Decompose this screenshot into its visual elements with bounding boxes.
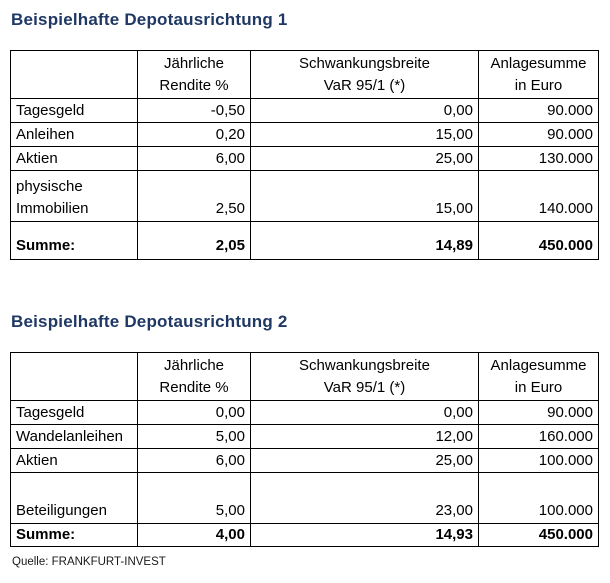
header-schwankung-line1: Schwankungsbreite [299, 54, 430, 72]
header-empty-cell [11, 353, 138, 401]
row-label: Tagesgeld [11, 401, 138, 425]
row-schwankung: 12,00 [251, 425, 479, 449]
row-rendite: 2,50 [138, 171, 251, 222]
header-rendite [138, 353, 251, 401]
row-anlage: 90.000 [479, 123, 599, 147]
table-row [11, 401, 599, 425]
header-anlage-line1: Anlagesumme [490, 54, 587, 72]
header-schwankung [251, 51, 479, 99]
row-anlage: 90.000 [479, 401, 599, 425]
header-rendite-line2: Rendite % [159, 378, 229, 396]
total-schwankung: 14,93 [251, 524, 479, 547]
total-label: Summe: [11, 524, 138, 547]
row-label: physische Immobilien [11, 171, 138, 222]
table-row [11, 449, 599, 473]
row-anlage: 140.000 [479, 171, 599, 222]
header-rendite [138, 51, 251, 99]
header-schwankung-line2: VaR 95/1 (*) [323, 76, 406, 94]
row-label: Aktien [11, 147, 138, 171]
source-caption: Quelle: FRANKFURT-INVEST [12, 556, 166, 568]
row-rendite: 0,20 [138, 123, 251, 147]
table-total-row [11, 524, 599, 547]
header-rendite-line2: Rendite % [159, 76, 229, 94]
row-label: Beteiligungen [11, 473, 138, 524]
header-anlage [479, 51, 599, 99]
table-row [11, 123, 599, 147]
total-rendite: 2,05 [138, 222, 251, 260]
row-rendite: 6,00 [138, 449, 251, 473]
row-schwankung: 25,00 [251, 449, 479, 473]
depot-table-2 [10, 352, 599, 547]
header-anlage-line2: in Euro [514, 76, 563, 94]
header-rendite-line1: Jährliche [163, 356, 225, 374]
header-schwankung [251, 353, 479, 401]
table-header-row [11, 51, 599, 99]
header-empty-cell [11, 51, 138, 99]
row-label: Wandelanleihen [11, 425, 138, 449]
row-label: Tagesgeld [11, 99, 138, 123]
row-rendite: 5,00 [138, 425, 251, 449]
total-anlage: 450.000 [479, 524, 599, 547]
row-schwankung: 25,00 [251, 147, 479, 171]
table-row [11, 425, 599, 449]
header-schwankung-line1: Schwankungsbreite [299, 356, 430, 374]
row-label: Aktien [11, 449, 138, 473]
total-label: Summe: [11, 222, 138, 260]
table-row [11, 147, 599, 171]
row-label: Anleihen [11, 123, 138, 147]
section-title-1: Beispielhafte Depotausrichtung 1 [11, 10, 288, 29]
table-row [11, 99, 599, 123]
row-anlage: 130.000 [479, 147, 599, 171]
row-rendite: 0,00 [138, 401, 251, 425]
table-total-row [11, 222, 599, 260]
header-anlage-line1: Anlagesumme [490, 356, 587, 374]
row-schwankung: 0,00 [251, 99, 479, 123]
table-header-row [11, 353, 599, 401]
row-anlage: 100.000 [479, 473, 599, 524]
row-rendite: -0,50 [138, 99, 251, 123]
total-rendite: 4,00 [138, 524, 251, 547]
header-rendite-line1: Jährliche [163, 54, 225, 72]
table-row [11, 171, 599, 222]
header-schwankung-line2: VaR 95/1 (*) [323, 378, 406, 396]
table-row [11, 473, 599, 524]
section-title-2: Beispielhafte Depotausrichtung 2 [11, 312, 288, 331]
header-anlage [479, 353, 599, 401]
row-rendite: 5,00 [138, 473, 251, 524]
row-schwankung: 15,00 [251, 123, 479, 147]
depot-table-1 [10, 50, 599, 260]
row-anlage: 90.000 [479, 99, 599, 123]
header-anlage-line2: in Euro [514, 378, 563, 396]
row-schwankung: 0,00 [251, 401, 479, 425]
row-schwankung: 15,00 [251, 171, 479, 222]
total-anlage: 450.000 [479, 222, 599, 260]
row-rendite: 6,00 [138, 147, 251, 171]
row-anlage: 100.000 [479, 449, 599, 473]
row-schwankung: 23,00 [251, 473, 479, 524]
total-schwankung: 14,89 [251, 222, 479, 260]
row-anlage: 160.000 [479, 425, 599, 449]
